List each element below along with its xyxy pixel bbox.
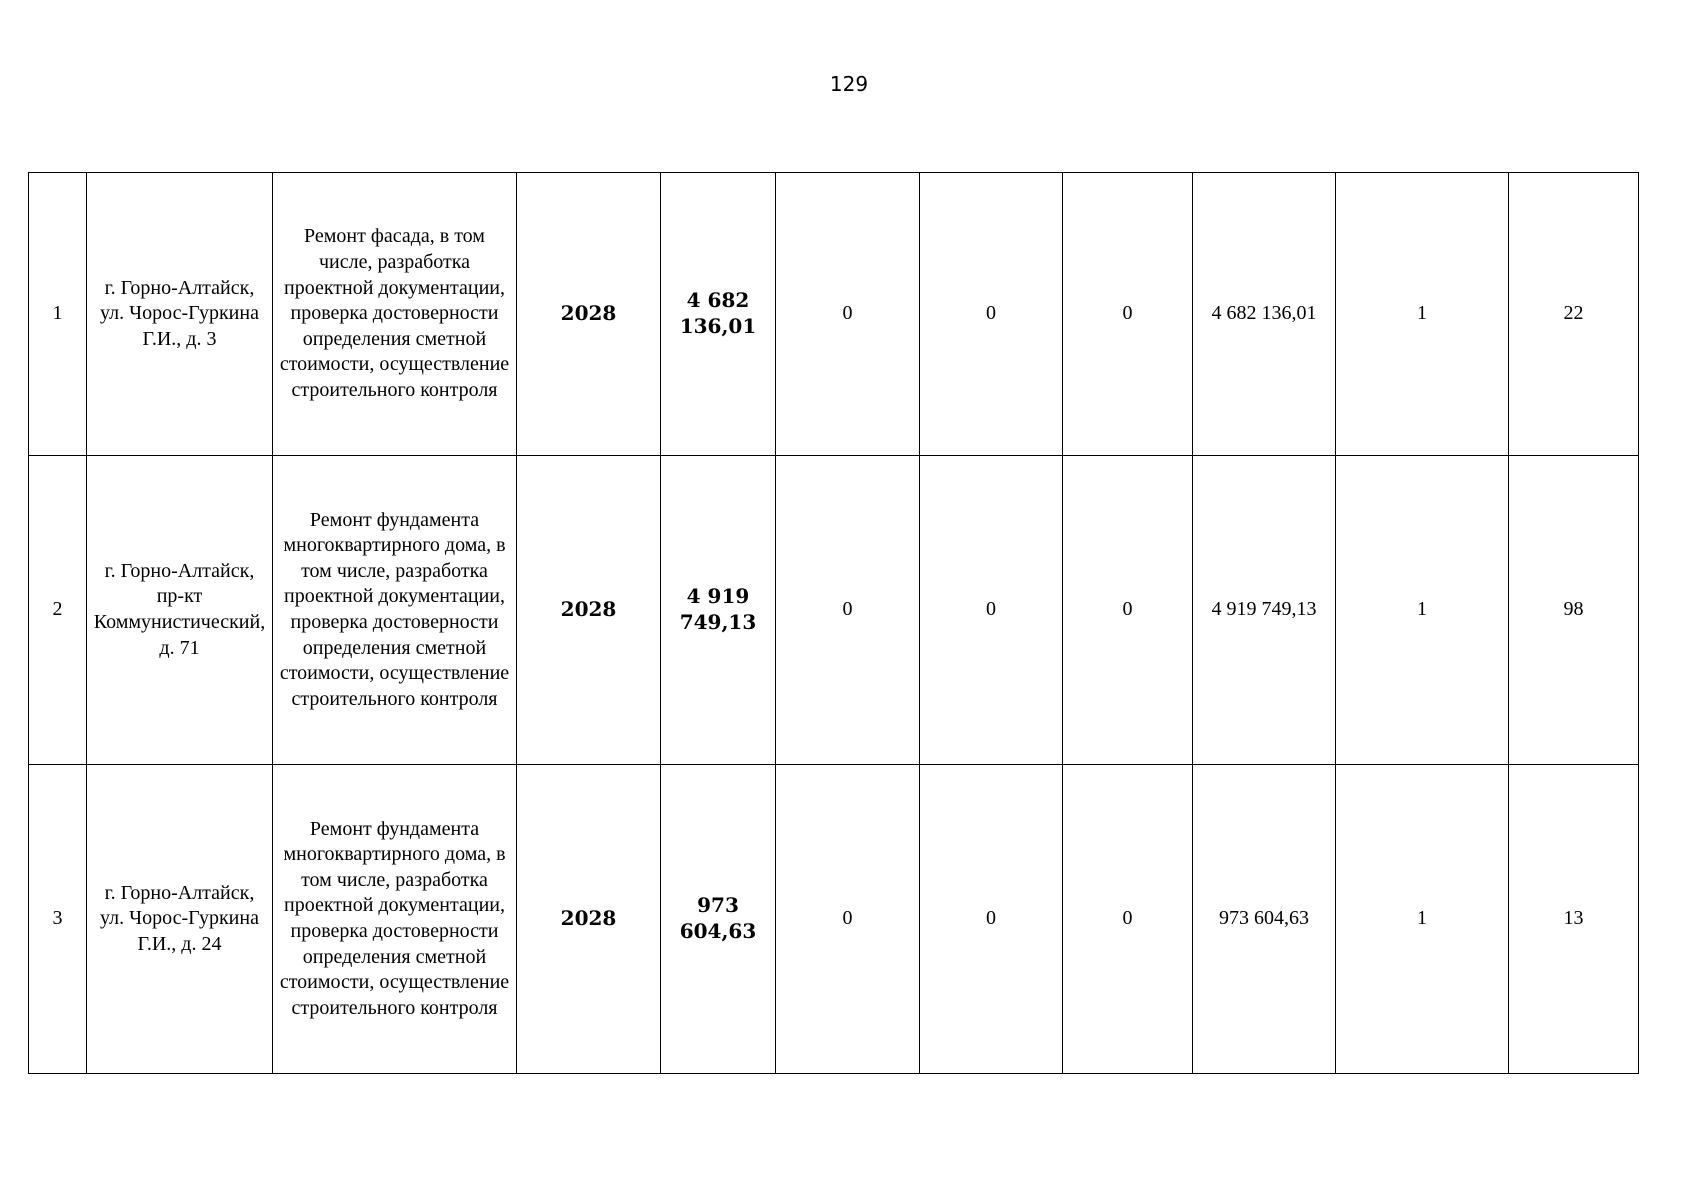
table-row [29, 456, 1639, 765]
value-cell: 0 [920, 456, 1063, 765]
value-cell: 0 [776, 765, 920, 1074]
year-cell: 2028 [517, 456, 661, 765]
value-cell: 0 [1063, 456, 1193, 765]
work-description-cell: Ремонт фасада, в том числе, разработка проектной документации, проверка достоверности определения сметной стоимости, осуществление строительного контроля [273, 173, 517, 456]
value-cell: 0 [920, 765, 1063, 1074]
address-cell: г. Горно-Алтайск, пр-кт Коммунистический, д. 71 [87, 456, 273, 765]
value-cell: 0 [1063, 765, 1193, 1074]
fund-amount-cell: 4 682 136,01 [1193, 173, 1336, 456]
year-cell: 2028 [517, 173, 661, 456]
row-number-cell: 3 [29, 765, 87, 1074]
value-cell: 0 [776, 173, 920, 456]
address-cell: г. Горно-Алтайск, ул. Чорос-Гуркина Г.И., д. 3 [87, 173, 273, 456]
repair-program-table [28, 172, 1639, 1074]
page-number: 129 [829, 72, 869, 96]
value-cell: 1 [1336, 173, 1509, 456]
year-cell: 2028 [517, 765, 661, 1074]
total-cost-cell: 4 919 749,13 [661, 456, 776, 765]
value-cell: 1 [1336, 456, 1509, 765]
address-cell: г. Горно-Алтайск, ул. Чорос-Гуркина Г.И., д. 24 [87, 765, 273, 1074]
work-description-cell: Ремонт фундамента многоквартирного дома, в том числе, разработка проектной документации, проверка достоверности определения сметной стоимости, осуществление строительного контроля [273, 456, 517, 765]
value-cell: 0 [776, 456, 920, 765]
value-cell: 0 [920, 173, 1063, 456]
value-cell: 98 [1509, 456, 1639, 765]
table-row [29, 173, 1639, 456]
value-cell: 13 [1509, 765, 1639, 1074]
fund-amount-cell: 4 919 749,13 [1193, 456, 1336, 765]
total-cost-cell: 973 604,63 [661, 765, 776, 1074]
table-row [29, 765, 1639, 1074]
row-number-cell: 2 [29, 456, 87, 765]
value-cell: 22 [1509, 173, 1639, 456]
value-cell: 1 [1336, 765, 1509, 1074]
value-cell: 0 [1063, 173, 1193, 456]
row-number-cell: 1 [29, 173, 87, 456]
fund-amount-cell: 973 604,63 [1193, 765, 1336, 1074]
total-cost-cell: 4 682 136,01 [661, 173, 776, 456]
work-description-cell: Ремонт фундамента многоквартирного дома, в том числе, разработка проектной документации, проверка достоверности определения сметной стоимости, осуществление строительного контроля [273, 765, 517, 1074]
